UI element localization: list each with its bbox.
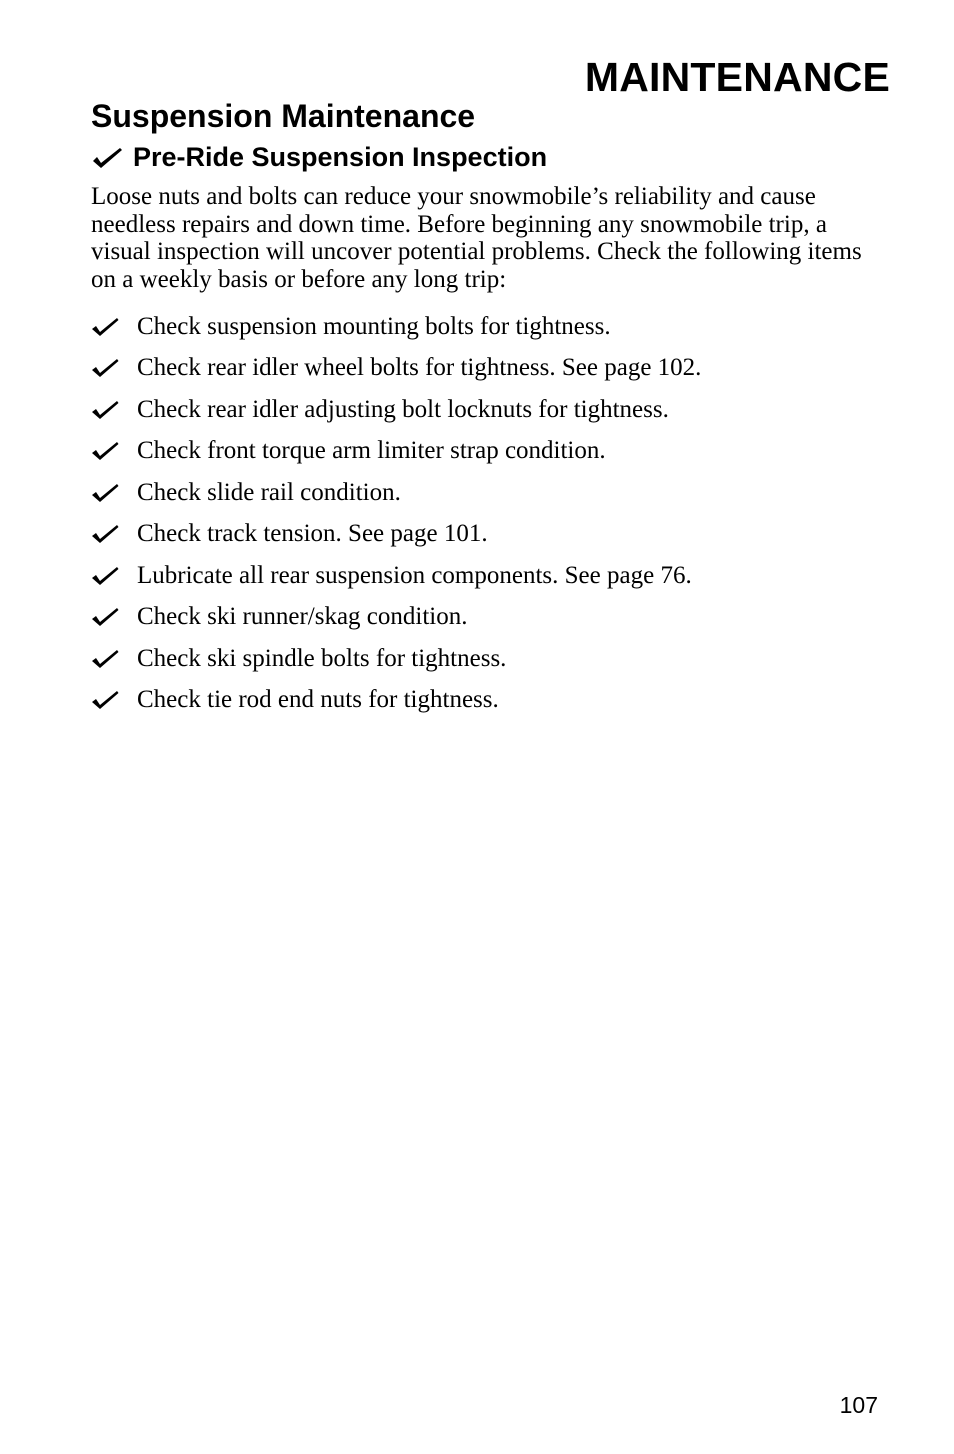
checklist-item-text: Check rear idler wheel bolts for tightness. See page 102. xyxy=(137,354,702,382)
checklist-item-text: Check ski runner/skag condition. xyxy=(137,603,468,631)
chapter-title: MAINTENANCE xyxy=(584,54,890,100)
checklist-item-text: Check slide rail condition. xyxy=(137,478,401,506)
checklist-item-text: Check track tension. See page 101. xyxy=(137,520,488,548)
checklist-item xyxy=(91,680,701,722)
checklist-item xyxy=(91,306,701,348)
checklist-item xyxy=(91,597,701,639)
checklist-item xyxy=(91,514,701,556)
checklist-item-text: Check rear idler adjusting bolt locknuts for tightness. xyxy=(137,395,669,423)
checkmark-icon xyxy=(91,648,119,670)
checklist-item xyxy=(91,472,701,514)
checkmark-icon xyxy=(91,440,119,462)
checklist-item-text: Check ski spindle bolts for tightness. xyxy=(137,644,507,672)
checklist-item-text: Lubricate all rear suspension components. See page 76. xyxy=(137,561,692,589)
checklist-item-text: Check suspension mounting bolts for tightness. xyxy=(137,312,611,340)
checkmark-icon xyxy=(91,606,119,628)
inspection-checklist xyxy=(91,306,701,721)
checkmark-icon xyxy=(91,689,119,711)
intro-paragraph: Loose nuts and bolts can reduce your snowmobile’s reliability and cause needless repairs and down time. Before beginning any snowmobile trip, a visual inspection will uncover potential problems. Check the following items on a weekly basis or before any long trip: xyxy=(91,183,862,293)
checkmark-icon xyxy=(91,482,119,504)
checklist-item xyxy=(91,389,701,431)
checkmark-icon xyxy=(91,399,119,421)
subsection-heading xyxy=(91,142,547,173)
subsection-title: Pre-Ride Suspension Inspection xyxy=(133,142,548,172)
checklist-item xyxy=(91,555,701,597)
checkmark-icon xyxy=(91,146,123,170)
checkmark-icon xyxy=(91,565,119,587)
checklist-item xyxy=(91,638,701,680)
checkmark-icon xyxy=(91,357,119,379)
page-number: 107 xyxy=(839,1392,878,1418)
checklist-item xyxy=(91,431,701,473)
checklist-item-text: Check tie rod end nuts for tightness. xyxy=(137,686,499,714)
checklist-item xyxy=(91,348,701,390)
checklist-item-text: Check front torque arm limiter strap condition. xyxy=(137,437,606,465)
checkmark-icon xyxy=(91,523,119,545)
section-title: Suspension Maintenance xyxy=(91,98,476,134)
checkmark-icon xyxy=(91,316,119,338)
